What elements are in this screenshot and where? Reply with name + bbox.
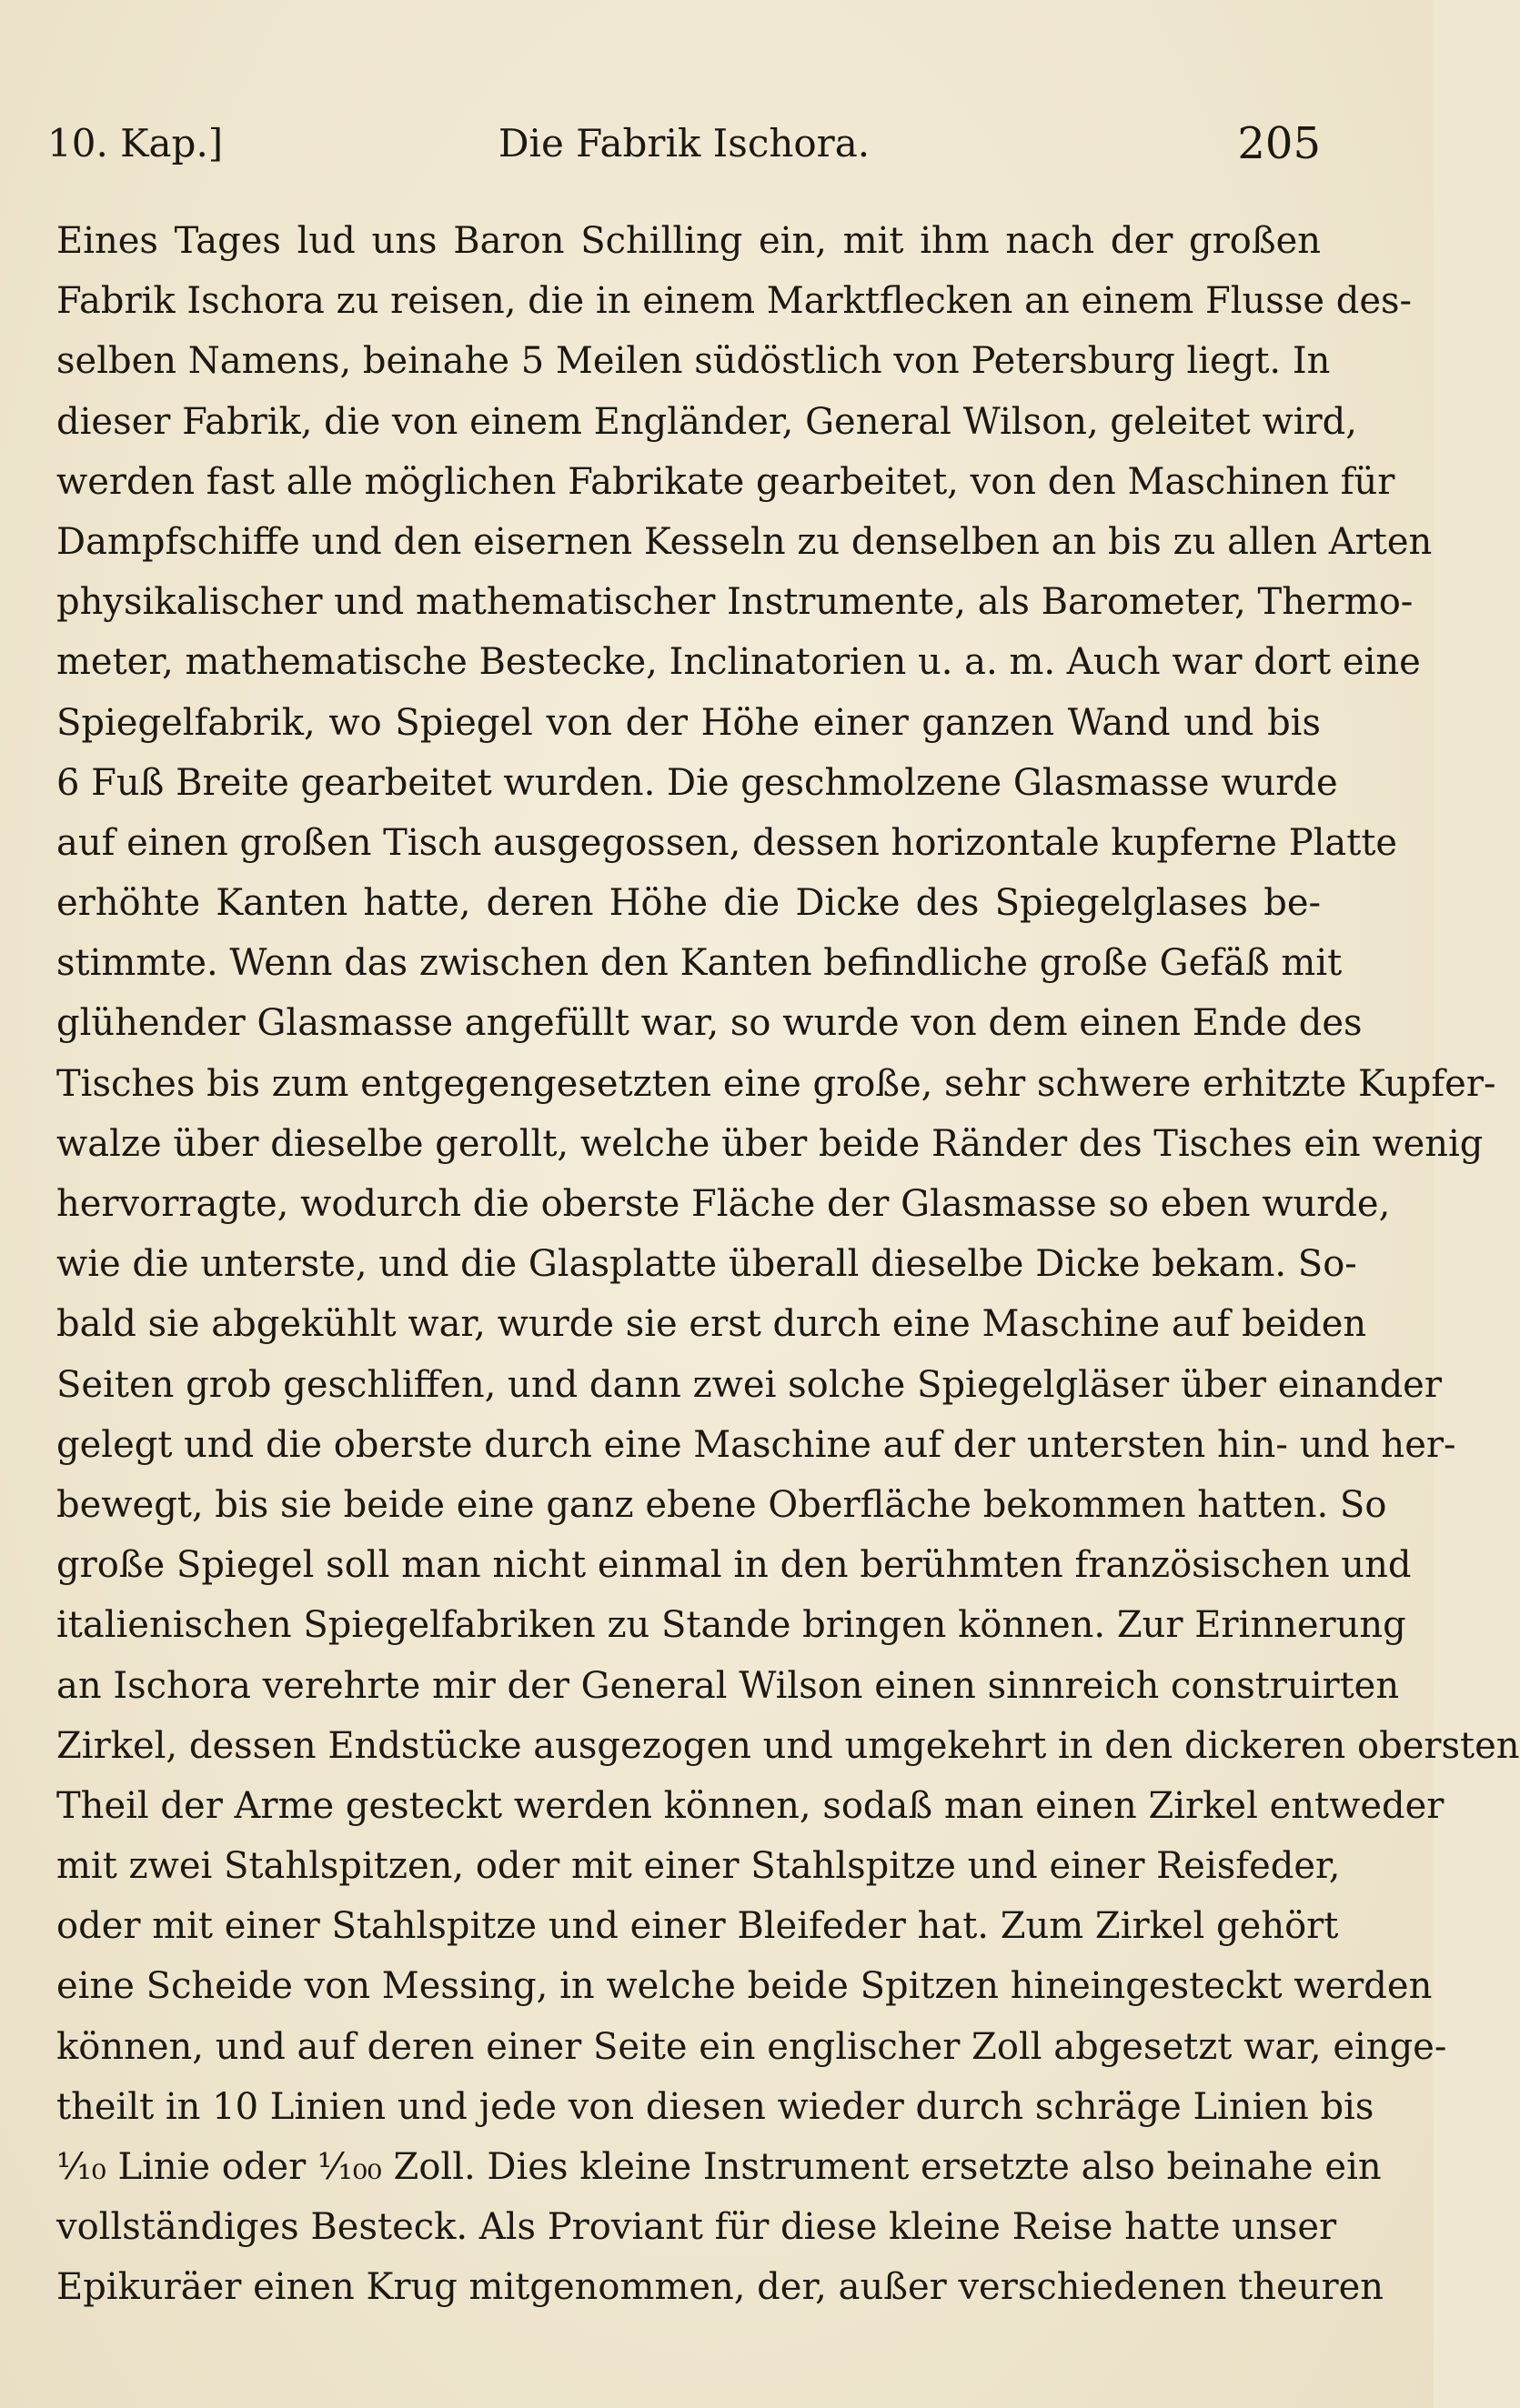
text-line: 6 Fuß Breite gearbeitet wurden. Die geschmolzene Glasmasse wurde <box>56 761 1338 804</box>
text-line: Eines Tages lud uns Baron Schilling ein, mit ihm nach der großen <box>56 220 1321 262</box>
text-line: italienischen Spiegelfabriken zu Stande bringen können. Zur Erinnerung <box>56 1604 1406 1647</box>
page-number: 205 <box>1237 118 1321 169</box>
text-line: dieser Fabrik, die von einem Engländer, General Wilson, geleitet wird, <box>56 400 1357 443</box>
text-line: Zirkel, dessen Endstücke ausgezogen und umgekehrt in den dickeren obersten <box>56 1724 1520 1767</box>
text-line: wie die unterste, und die Glasplatte überall dieselbe Dicke bekam. So- <box>56 1243 1357 1286</box>
text-line: oder mit einer Stahlspitze und einer Bleifeder hat. Zum Zirkel gehört <box>56 1905 1339 1948</box>
text-line: walze über dieselbe gerollt, welche über beide Ränder des Tisches ein wenig <box>56 1122 1484 1165</box>
text-line: an Ischora verehrte mir der General Wilson einen sinnreich construirten <box>56 1664 1400 1707</box>
text-line: auf einen großen Tisch ausgegossen, dessen horizontale kupferne Platte <box>56 821 1398 864</box>
running-head <box>47 116 1321 171</box>
text-line: erhöhte Kanten hatte, deren Höhe die Dicke des Spiegelglases be- <box>56 882 1321 925</box>
text-line: stimmte. Wenn das zwischen den Kanten befindliche große Gefäß mit <box>56 942 1343 985</box>
text-line: Epikuräer einen Krug mitgenommen, der, außer verschiedenen theuren <box>56 2266 1384 2309</box>
text-line: Theil der Arme gesteckt werden können, sodaß man einen Zirkel entweder <box>56 1784 1445 1827</box>
text-line: Spiegelfabrik, wo Spiegel von der Höhe einer ganzen Wand und bis <box>56 701 1321 744</box>
text-line: physikalischer und mathematischer Instrumente, als Barometer, Thermo- <box>56 581 1414 624</box>
text-line: glühender Glasmasse angefüllt war, so wurde von dem einen Ende des <box>56 1002 1363 1045</box>
text-line: Seiten grob geschliffen, und dann zwei solche Spiegelgläser über einander <box>56 1363 1442 1406</box>
body-text <box>56 211 1520 2318</box>
running-title: Die Fabrik Ischora. <box>498 121 871 166</box>
text-line: Fabrik Ischora zu reisen, die in einem Marktflecken an einem Flusse des- <box>56 280 1413 323</box>
text-line: können, und auf deren einer Seite ein englischer Zoll abgesetzt war, einge- <box>56 2025 1447 2068</box>
text-line: selben Namens, beinahe 5 Meilen südöstlich von Petersburg liegt. In <box>56 340 1331 383</box>
text-line: theilt in 10 Linien und jede von diesen wieder durch schräge Linien bis <box>56 2085 1374 2128</box>
text-line: bewegt, bis sie beide eine ganz ebene Oberfläche bekommen hatten. So <box>56 1483 1387 1526</box>
text-line: Tisches bis zum entgegengesetzten eine große, sehr schwere erhitzte Kupfer- <box>56 1062 1496 1105</box>
text-line: gelegt und die oberste durch eine Maschine auf der untersten hin- und her- <box>56 1423 1456 1466</box>
text-line: bald sie abgekühlt war, wurde sie erst durch eine Maschine auf beiden <box>56 1303 1367 1346</box>
text-line: Dampfschiffe und den eisernen Kesseln zu denselben an bis zu allen Arten <box>56 520 1433 563</box>
chapter-reference: 10. Kap.] <box>47 121 224 166</box>
text-line: große Spiegel soll man nicht einmal in den berühmten französischen und <box>56 1544 1412 1587</box>
text-line: vollständiges Besteck. Als Proviant für diese kleine Reise hatte unser <box>56 2206 1337 2249</box>
text-line: werden fast alle möglichen Fabrikate gearbeitet, von den Maschinen für <box>56 460 1395 503</box>
text-line: ¹⁄₁₀ Linie oder ¹⁄₁₀₀ Zoll. Dies kleine Instrument ersetzte also beinahe ein <box>56 2146 1382 2188</box>
text-line: mit zwei Stahlspitzen, oder mit einer Stahlspitze und einer Reisfeder, <box>56 1845 1341 1888</box>
text-line: eine Scheide von Messing, in welche beide Spitzen hineingesteckt werden <box>56 1965 1433 2008</box>
text-line: hervorragte, wodurch die oberste Fläche der Glasmasse so eben wurde, <box>56 1183 1391 1225</box>
text-line: meter, mathematische Bestecke, Inclinatorien u. a. m. Auch war dort eine <box>56 641 1421 684</box>
